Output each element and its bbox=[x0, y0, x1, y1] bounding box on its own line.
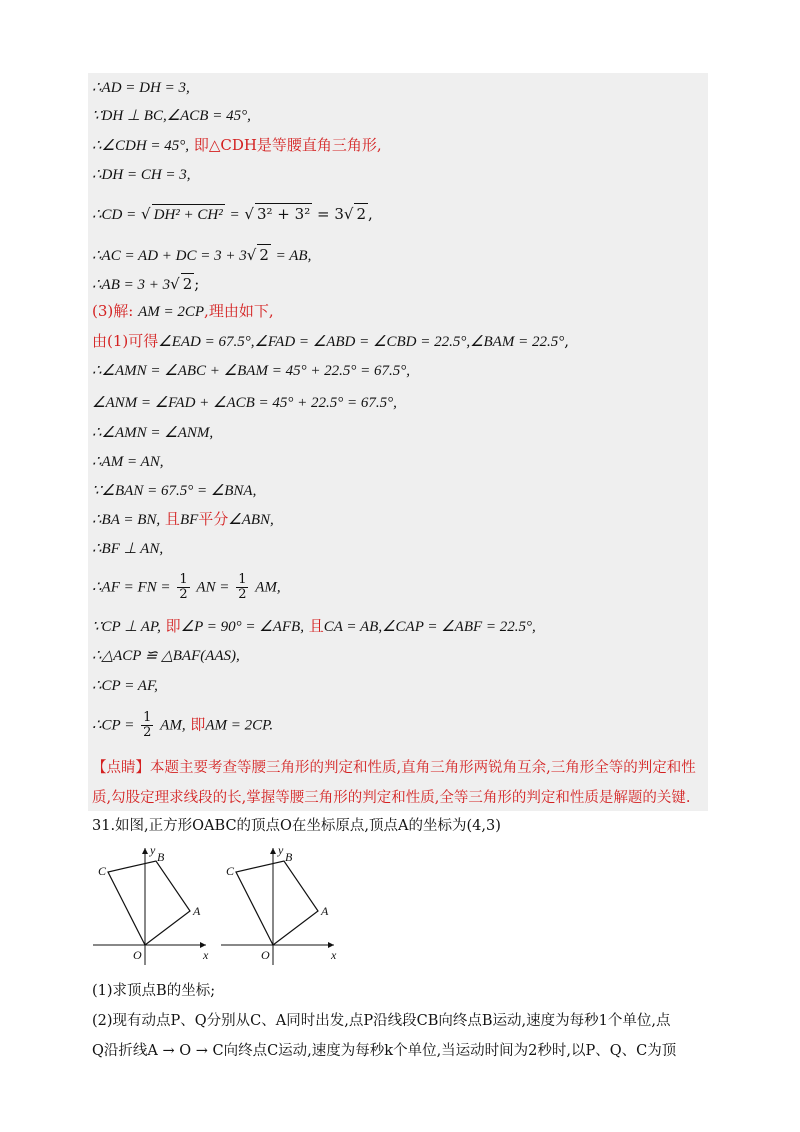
label-O: O bbox=[133, 948, 142, 962]
math-text: ; bbox=[194, 275, 200, 293]
label-C: C bbox=[226, 864, 235, 878]
label-C: C bbox=[98, 864, 107, 878]
math-text: AM, bbox=[255, 579, 281, 596]
solution-line bbox=[92, 422, 213, 443]
math-text: ∴CP = bbox=[92, 717, 135, 734]
fraction-one-half: $\frac{1}{2}$ bbox=[179, 572, 188, 602]
solution-line: ∴CD = √ DH² + CH² = √ 3² + 3² = 3√ 2 , bbox=[92, 205, 373, 223]
math-text: AM = 2CP. bbox=[205, 717, 274, 734]
math-text: ∴△ACP ≌ △BAF(AAS), bbox=[92, 648, 240, 664]
figure-left bbox=[93, 843, 209, 965]
label-x: x bbox=[203, 948, 209, 962]
label-y: y bbox=[278, 843, 284, 857]
math-text: , bbox=[564, 332, 569, 350]
fraction-one-half: $\frac{1}{2}$ bbox=[143, 710, 152, 740]
red-text: 即 bbox=[165, 617, 181, 635]
solution-line bbox=[92, 711, 273, 740]
sqrt-term: 2 bbox=[182, 275, 193, 293]
math-text: ∵∠BAN = 67.5° = ∠BNA, bbox=[92, 483, 257, 499]
red-text: 即△CDH是等腰直角三角形, bbox=[193, 136, 382, 154]
math-text: = 3 bbox=[316, 205, 344, 223]
math-text: ∴∠AMN = ∠ABC + ∠BAM = 45° + 22.5° = 67.5°, bbox=[92, 363, 411, 379]
math-text: ∠P = 90° = ∠AFB, bbox=[180, 619, 304, 635]
math-text: = bbox=[229, 207, 240, 223]
label-B: B bbox=[285, 850, 293, 864]
math-text: ∴AD = DH = 3, bbox=[92, 80, 190, 96]
solution-line bbox=[92, 77, 190, 98]
sqrt-term: 2 bbox=[259, 246, 269, 264]
solution-line bbox=[92, 451, 163, 472]
red-text: 即 bbox=[190, 715, 206, 734]
math-text: AM = 2CP bbox=[138, 304, 205, 320]
solution-line bbox=[92, 538, 163, 559]
solution-line: ∴AC = AD + DC = 3 + 3√ 2 = AB, bbox=[92, 246, 312, 264]
red-text: 平分 bbox=[198, 510, 229, 528]
red-text: (3)解: bbox=[92, 302, 134, 320]
math-text: AN = bbox=[196, 579, 230, 596]
math-text: ∴∠CDH = 45°, bbox=[92, 138, 190, 154]
solution-line bbox=[92, 573, 281, 602]
solution-line bbox=[92, 675, 158, 696]
red-text: 且 bbox=[308, 617, 324, 635]
solution-line bbox=[92, 135, 382, 156]
math-text: ∴CD = bbox=[92, 207, 137, 223]
math-text: BF bbox=[179, 512, 199, 528]
label-O: O bbox=[261, 948, 270, 962]
solution-line bbox=[92, 392, 397, 413]
red-text: ,理由如下, bbox=[204, 302, 274, 320]
math-text: ∵DH ⊥ BC,∠ACB = 45°, bbox=[92, 108, 251, 124]
question-31-stem: 31.如图,正方形OABC的顶点O在坐标原点,顶点A的坐标为(4,3) bbox=[92, 818, 501, 834]
math-text: CA = AB,∠CAP = ∠ABF = 22.5°, bbox=[323, 619, 536, 635]
solution-line bbox=[92, 105, 251, 126]
math-text: ∴DH = CH = 3, bbox=[92, 167, 191, 183]
fraction-one-half: $\frac{1}{2}$ bbox=[238, 572, 247, 602]
figure-right bbox=[221, 843, 337, 965]
red-text: 且 bbox=[164, 510, 180, 528]
math-text: ∴AC = AD + DC = 3 + 3 bbox=[92, 248, 247, 264]
math-text: ∵CP ⊥ AP, bbox=[92, 619, 161, 635]
solution-line bbox=[92, 645, 240, 666]
solution-line: ∴AB = 3 + 3√ 2 ; bbox=[92, 275, 200, 293]
math-text: ∴CP = AF, bbox=[92, 678, 158, 694]
solution-line bbox=[92, 616, 536, 637]
coordinate-figure bbox=[88, 840, 358, 970]
math-text: ∴BA = BN, bbox=[92, 512, 161, 528]
label-y: y bbox=[150, 843, 156, 857]
math-text: ∴AF = FN = bbox=[92, 579, 171, 596]
math-text: ∠EAD = 67.5°,∠FAD = ∠ABD = ∠CBD = 22.5°,∠BAM = 22.5° bbox=[158, 334, 565, 350]
math-text: ∴AM = AN, bbox=[92, 454, 164, 470]
solution-line bbox=[92, 164, 191, 185]
note-line-2: 质,勾股定理求线段的长,掌握等腰三角形的判定和性质,全等三角形的判定和性质是解题的关键. bbox=[92, 790, 691, 806]
label-A: A bbox=[193, 904, 201, 918]
solution-line bbox=[92, 509, 274, 530]
math-text: ∠ANM = ∠FAD + ∠ACB = 45° + 22.5° = 67.5°, bbox=[92, 395, 397, 411]
sqrt-term: 2 bbox=[356, 205, 366, 223]
label-x: x bbox=[331, 948, 337, 962]
note-line-1: 【点睛】本题主要考查等腰三角形的判定和性质,直角三角形两锐角互余,三角形全等的判定和性 bbox=[92, 760, 696, 776]
question-part-1: (1)求顶点B的坐标; bbox=[92, 983, 216, 999]
red-text: 由(1)可得 bbox=[92, 332, 159, 350]
math-text: , bbox=[367, 205, 373, 223]
sqrt-term: DH² + CH² bbox=[152, 204, 225, 225]
label-A: A bbox=[321, 904, 329, 918]
question-part-2-line-1: (2)现有动点P、Q分别从C、A同时出发,点P沿线段CB向终点B运动,速度为每秒1个单位,点 bbox=[92, 1013, 671, 1029]
math-text: = AB, bbox=[275, 248, 312, 264]
math-text: ∴AB = 3 + 3 bbox=[92, 277, 171, 293]
solution-line bbox=[92, 360, 410, 381]
math-text: ∴∠AMN = ∠ANM, bbox=[92, 425, 214, 441]
label-B: B bbox=[157, 850, 165, 864]
solution-line bbox=[92, 480, 256, 501]
solution-line bbox=[92, 301, 274, 322]
question-part-2-line-2: Q沿折线A → O → C向终点C运动,速度为每秒k个单位,当运动时间为2秒时,以P、Q、C为顶 bbox=[92, 1043, 677, 1059]
solution-line bbox=[92, 331, 569, 352]
sqrt-term: 3² + 3² bbox=[256, 205, 311, 223]
math-text: ∠ABN, bbox=[228, 512, 274, 528]
math-text: AM, bbox=[160, 717, 186, 734]
math-text: ∴BF ⊥ AN, bbox=[92, 541, 164, 557]
